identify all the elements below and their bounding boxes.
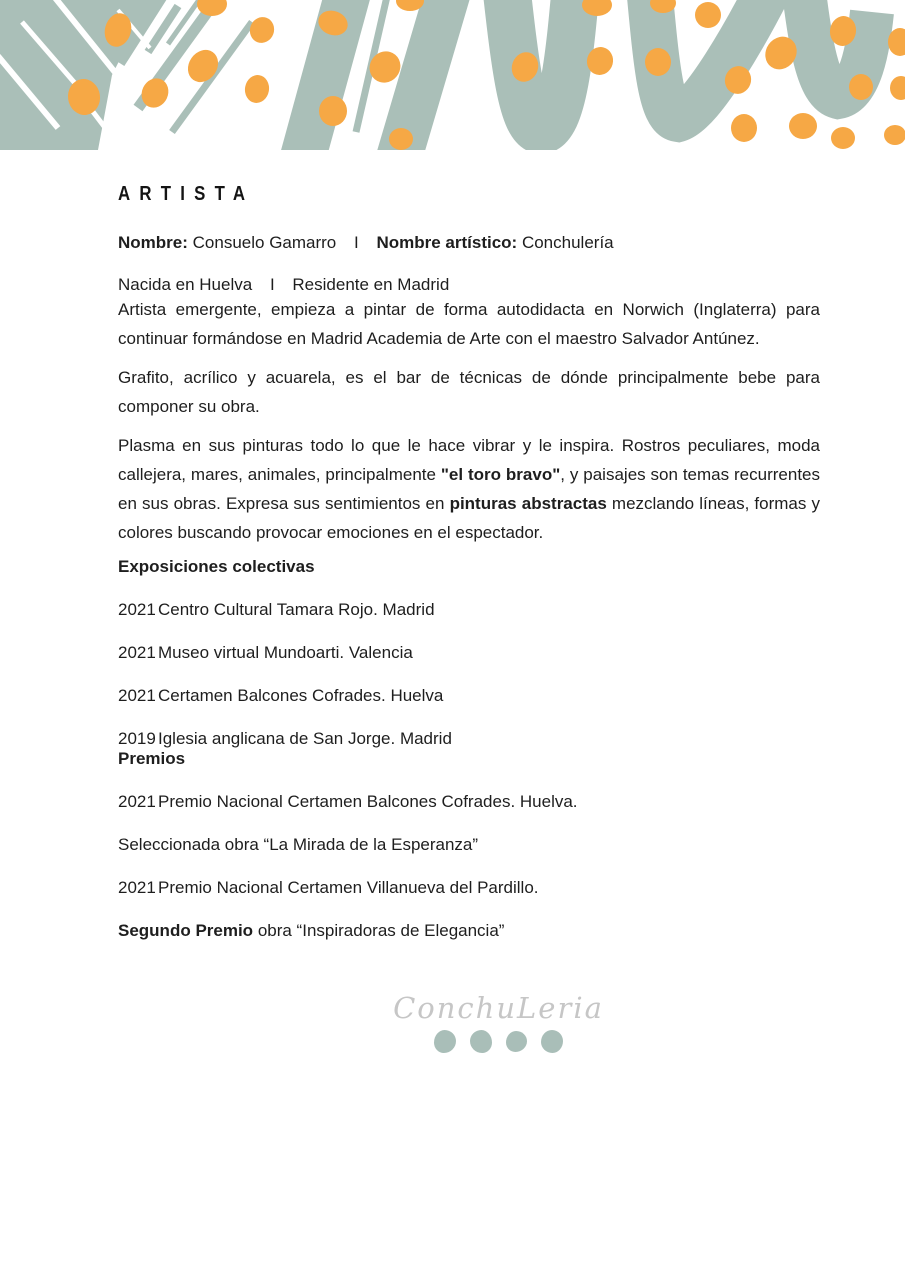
award-row bbox=[118, 835, 820, 855]
exhibitions-title: Exposiciones colectivas bbox=[118, 557, 315, 576]
exhibition-description: Iglesia anglicana de San Jorge. Madrid bbox=[158, 729, 452, 748]
award-text: obra “Inspiradoras de Elegancia” bbox=[257, 921, 505, 940]
content bbox=[0, 183, 905, 1053]
dot-pattern bbox=[66, 0, 905, 150]
brand-logo-dots bbox=[376, 1030, 621, 1053]
bio-paragraph-3-bold: pinturas abstractas bbox=[449, 494, 607, 513]
bio-paragraph-2: Grafito, acrílico y acuarela, es el bar de técnicas de dónde principalmente bebe para componer su obra. bbox=[118, 368, 820, 416]
award-row bbox=[118, 792, 820, 812]
separator-bar: I bbox=[354, 233, 359, 252]
artist-name-line bbox=[118, 233, 820, 253]
page-title: ARTISTA bbox=[118, 183, 255, 205]
exhibition-year: 2021 bbox=[118, 600, 156, 619]
exhibition-description: Centro Cultural Tamara Rojo. Madrid bbox=[158, 600, 435, 619]
award-lead-bold: Segundo Premio bbox=[118, 921, 254, 940]
name-value: Consuelo Gamarro bbox=[192, 233, 337, 252]
bio-paragraph-3 bbox=[118, 431, 820, 547]
award-text: Premio Nacional Certamen Villanueva del Pardillo. bbox=[158, 878, 539, 897]
exhibition-description: Certamen Balcones Cofrades. Huelva bbox=[158, 686, 444, 705]
exhibition-year: 2019 bbox=[118, 729, 156, 748]
brand-logo-text: ConchuLeria bbox=[393, 991, 604, 1025]
logo-dot bbox=[506, 1031, 527, 1052]
exhibition-year: 2021 bbox=[118, 686, 156, 705]
exhibition-row bbox=[118, 686, 820, 706]
award-text: Premio Nacional Certamen Balcones Cofrades. Huelva. bbox=[158, 792, 578, 811]
bio-paragraph-1: Artista emergente, empieza a pintar de forma autodidacta en Norwich (Inglaterra) para continuar formándose en Madrid Academia de Arte con el maestro Salvador Antúnez. bbox=[118, 300, 820, 348]
artistic-name-label: Nombre artístico: bbox=[376, 233, 518, 252]
name-label: Nombre: bbox=[118, 233, 188, 252]
origin-text: Nacida en Huelva bbox=[118, 275, 253, 294]
logo-dot bbox=[470, 1030, 492, 1053]
award-year: 2021 bbox=[118, 878, 156, 897]
exhibition-year: 2021 bbox=[118, 643, 156, 662]
award-year: 2021 bbox=[118, 792, 156, 811]
exhibition-row bbox=[118, 600, 820, 620]
bio-paragraph-3-bold: "el toro bravo" bbox=[440, 465, 561, 484]
award-row bbox=[118, 878, 820, 898]
artist-location-line bbox=[118, 275, 820, 295]
exhibition-row bbox=[118, 729, 820, 749]
exhibition-description: Museo virtual Mundoarti. Valencia bbox=[158, 643, 413, 662]
logo-dot bbox=[434, 1030, 456, 1053]
bio-paragraph-3-part: , y paisajes son temas recurrentes en sus obras. Expresa sus sentimientos en bbox=[118, 465, 820, 513]
award-row bbox=[118, 921, 820, 941]
awards-title: Premios bbox=[118, 749, 186, 768]
bio-paragraph-3-part: Plasma en sus pinturas todo lo que le hace vibrar y le inspira. Rostros peculiares, moda callejera, mares, animales, principalmente bbox=[118, 436, 820, 484]
separator-bar: I bbox=[269, 275, 275, 294]
exhibition-row bbox=[118, 643, 820, 663]
brand-logo bbox=[376, 991, 621, 1053]
logo-dot bbox=[541, 1030, 563, 1053]
artistic-name-value: Conchulería bbox=[521, 233, 614, 252]
bio-paragraph-3-part: mezclando líneas, formas y colores buscando provocar emociones en el espectador. bbox=[118, 494, 820, 542]
header-decoration bbox=[0, 0, 905, 150]
award-text: Seleccionada obra “La Mirada de la Esperanza” bbox=[118, 835, 479, 854]
brush-pattern-graphic bbox=[0, 0, 905, 150]
residence-text: Residente en Madrid bbox=[292, 275, 450, 294]
